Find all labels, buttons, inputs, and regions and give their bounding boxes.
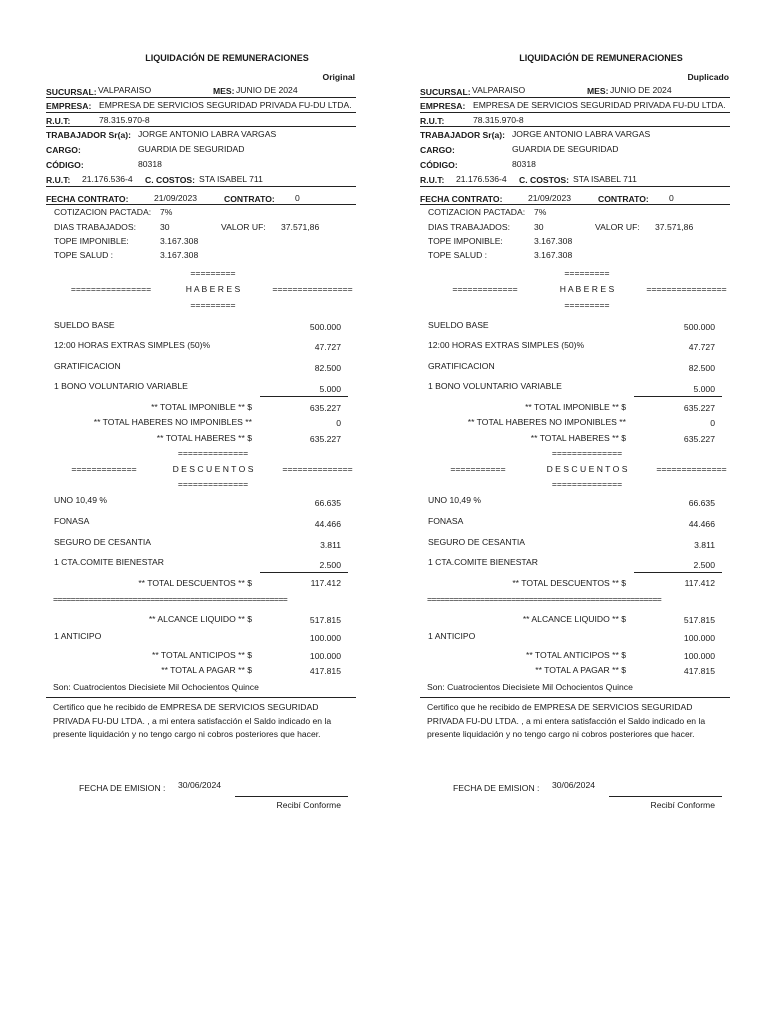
total-imponible-value: 635.227 (309, 403, 341, 413)
total-a-pagar-value: 417.815 (683, 666, 715, 676)
costos-label: C. COSTOS: (519, 175, 569, 185)
fecha-emision-value: 30/06/2024 (178, 780, 222, 790)
document-title: LIQUIDACIÓN DE REMUNERACIONES (519, 53, 683, 63)
haberes-rule-left: ============= (452, 284, 518, 294)
mes-value: JUNIO DE 2024 (236, 85, 298, 95)
trabajador-label: TRABAJADOR Sr(a): (46, 130, 131, 140)
uf-label: VALOR UF: (595, 222, 640, 232)
haberes-item-value: 47.727 (688, 342, 715, 352)
tope-salud-value: 3.167.308 (534, 250, 573, 260)
descuentos-item-label: SEGURO DE CESANTIA (428, 537, 525, 547)
alcance-liquido-label: ** ALCANCE LIQUIDO ** $ (522, 614, 626, 624)
tope-imponible-label: TOPE IMPONIBLE: (428, 236, 503, 246)
haberes-rule-bottom: ========= (190, 300, 236, 310)
divider (46, 112, 356, 113)
tope-imponible-value: 3.167.308 (534, 236, 573, 246)
descuentos-rule-left: =========== (450, 464, 506, 474)
recibi-conforme: Recibí Conforme (650, 800, 715, 810)
codigo-label: CÓDIGO: (46, 160, 84, 170)
certificacion-text: Certifico que he recibido de EMPRESA DE SERVICIOS SEGURIDAD PRIVADA FU-DU LTDA. , a mi entera satisfacción el Saldo indicado en la presente liquidación y no tengo cargo ni cobros posteriores que hacer. (53, 702, 332, 739)
total-descuentos-value: 117.412 (684, 578, 715, 588)
codigo-value: 80318 (512, 159, 536, 169)
descuentos-rule-top: ============== (551, 448, 623, 458)
costos-value: STA ISABEL 711 (573, 174, 637, 184)
rut-trabajador-label: R.U.T: (46, 175, 71, 185)
total-a-pagar-value: 417.815 (309, 666, 341, 676)
rut-empresa-label: R.U.T: (420, 116, 445, 126)
descuentos-rule-right: ============== (282, 464, 353, 474)
haberes-rule-top: ========= (190, 268, 236, 278)
empresa-label: EMPRESA: (46, 101, 92, 111)
rut-empresa-value: 78.315.970-8 (99, 115, 150, 125)
descuentos-rule-right: ============== (656, 464, 727, 474)
cargo-label: CARGO: (420, 145, 455, 155)
fecha-emision-label: FECHA DE EMISION : (453, 783, 540, 793)
cotizacion-value: 7% (534, 207, 547, 217)
descuentos-item-label: UNO 10,49 % (54, 495, 108, 505)
descuentos-item-label: FONASA (54, 516, 90, 526)
total-haberes-value: 635.227 (309, 434, 341, 444)
cargo-label: CARGO: (46, 145, 81, 155)
total-a-pagar-label: ** TOTAL A PAGAR ** $ (535, 665, 626, 675)
cotizacion-label: COTIZACION PACTADA: (54, 207, 152, 217)
divider (46, 186, 356, 187)
total-descuentos-label: ** TOTAL DESCUENTOS ** $ (512, 578, 626, 588)
rut-trabajador-value: 21.176.536-4 (456, 174, 507, 184)
divider (46, 204, 356, 205)
divider (46, 126, 356, 127)
total-imponible-label: ** TOTAL IMPONIBLE ** $ (525, 402, 626, 412)
descuentos-rule-bottom: ============== (177, 479, 249, 489)
divider (420, 697, 730, 698)
haberes-rule-left: ================ (70, 284, 152, 294)
haberes-rule-bottom: ========= (564, 300, 610, 310)
total-a-pagar-label: ** TOTAL A PAGAR ** $ (161, 665, 252, 675)
tope-salud-label: TOPE SALUD : (428, 250, 488, 260)
descuentos-item-value: 66.635 (688, 498, 715, 508)
descuentos-rule-left: ============= (71, 464, 137, 474)
certificacion-text: Certifico que he recibido de EMPRESA DE SERVICIOS SEGURIDAD PRIVADA FU-DU LTDA. , a mi entera satisfacción el Saldo indicado en la presente liquidación y no tengo cargo ni cobros posteriores que hacer. (427, 702, 706, 739)
costos-label: C. COSTOS: (145, 175, 195, 185)
total-haberes-label: ** TOTAL HABERES ** $ (156, 433, 252, 443)
descuentos-item-value: 3.811 (320, 540, 341, 550)
empresa-value: EMPRESA DE SERVICIOS SEGURIDAD PRIVADA FU-DU LTDA. (473, 100, 726, 110)
divider (46, 97, 356, 98)
dias-label: DIAS TRABAJADOS: (428, 222, 510, 232)
subtotal-line (260, 396, 348, 397)
cargo-value: GUARDIA DE SEGURIDAD (512, 144, 619, 154)
fecha-emision-value: 30/06/2024 (552, 780, 596, 790)
fecha-contrato-value: 21/09/2023 (528, 193, 572, 203)
fecha-contrato-label: FECHA CONTRATO: (46, 194, 129, 204)
anticipo-value: 100.000 (683, 633, 715, 643)
total-anticipos-label: ** TOTAL ANTICIPOS ** $ (526, 650, 626, 660)
haberes-item-label: 1 BONO VOLUNTARIO VARIABLE (54, 381, 188, 391)
monto-en-palabras: Son: Cuatrocientos Diecisiete Mil Ochocientos Quince (427, 682, 633, 692)
costos-value: STA ISABEL 711 (199, 174, 263, 184)
document-title: LIQUIDACIÓN DE REMUNERACIONES (145, 53, 309, 63)
cotizacion-label: COTIZACION PACTADA: (428, 207, 526, 217)
haberes-rule-right: ================ (272, 284, 353, 294)
haberes-item-label: 1 BONO VOLUNTARIO VARIABLE (428, 381, 562, 391)
total-imponible-value: 635.227 (683, 403, 715, 413)
tope-imponible-value: 3.167.308 (160, 236, 199, 246)
haberes-item-label: SUELDO BASE (54, 320, 115, 330)
trabajador-label: TRABAJADOR Sr(a): (420, 130, 505, 140)
copy-label: Original (322, 72, 355, 82)
signature-line (235, 796, 348, 797)
contrato-label: CONTRATO: (598, 194, 649, 204)
descuentos-item-label: FONASA (428, 516, 464, 526)
sucursal-value: VALPARAISO (472, 85, 526, 95)
haberes-title: H A B E R E S (185, 284, 241, 294)
fecha-contrato-label: FECHA CONTRATO: (420, 194, 503, 204)
divider (420, 186, 730, 187)
trabajador-value: JORGE ANTONIO LABRA VARGAS (138, 129, 277, 139)
liquidacion-duplicado (374, 0, 758, 1024)
divider (46, 697, 356, 698)
haberes-rule-right: ================ (646, 284, 727, 294)
haberes-item-value: 5.000 (693, 384, 715, 394)
descuentos-item-label: 1 CTA.COMITE BIENESTAR (428, 557, 538, 567)
subtotal-line (260, 572, 348, 573)
descuentos-item-label: 1 CTA.COMITE BIENESTAR (54, 557, 164, 567)
dias-value: 30 (160, 222, 170, 232)
descuentos-item-value: 2.500 (319, 560, 341, 570)
haberes-item-label: SUELDO BASE (428, 320, 489, 330)
haberes-title: H A B E R E S (559, 284, 615, 294)
rut-empresa-value: 78.315.970-8 (473, 115, 524, 125)
total-no-imponibles-value: 0 (710, 418, 715, 428)
dias-value: 30 (534, 222, 544, 232)
codigo-label: CÓDIGO: (420, 160, 458, 170)
total-imponible-label: ** TOTAL IMPONIBLE ** $ (151, 402, 252, 412)
rut-trabajador-value: 21.176.536-4 (82, 174, 133, 184)
total-no-imponibles-label: ** TOTAL HABERES NO IMPONIBLES ** (93, 417, 252, 427)
haberes-item-label: GRATIFICACION (54, 361, 121, 371)
subtotal-line (634, 572, 722, 573)
uf-value: 37.571,86 (281, 222, 320, 232)
total-anticipos-value: 100.000 (309, 651, 341, 661)
haberes-rule-top: ========= (564, 268, 610, 278)
descuentos-item-label: UNO 10,49 % (428, 495, 482, 505)
haberes-item-value: 500.000 (683, 322, 715, 332)
alcance-liquido-value: 517.815 (683, 615, 715, 625)
signature-line (609, 796, 722, 797)
haberes-item-label: 12:00 HORAS EXTRAS SIMPLES (50)% (428, 340, 585, 350)
haberes-item-label: GRATIFICACION (428, 361, 495, 371)
descuentos-item-value: 44.466 (314, 519, 341, 529)
trabajador-value: JORGE ANTONIO LABRA VARGAS (512, 129, 651, 139)
tope-salud-value: 3.167.308 (160, 250, 199, 260)
mes-label: MES: (213, 86, 235, 96)
anticipo-value: 100.000 (309, 633, 341, 643)
descuentos-rule-bottom: ============== (551, 479, 623, 489)
uf-value: 37.571,86 (655, 222, 694, 232)
fecha-contrato-value: 21/09/2023 (154, 193, 198, 203)
descuentos-item-value: 66.635 (314, 498, 341, 508)
contrato-value: 0 (295, 193, 300, 203)
divider (420, 204, 730, 205)
descuentos-title: D E S C U E N T O S (172, 464, 254, 474)
haberes-item-value: 500.000 (309, 322, 341, 332)
divider (420, 97, 730, 98)
total-anticipos-label: ** TOTAL ANTICIPOS ** $ (152, 650, 252, 660)
descuentos-rule-top: ============== (177, 448, 249, 458)
recibi-conforme: Recibí Conforme (276, 800, 341, 810)
total-anticipos-value: 100.000 (683, 651, 715, 661)
mes-label: MES: (587, 86, 609, 96)
empresa-value: EMPRESA DE SERVICIOS SEGURIDAD PRIVADA FU-DU LTDA. (99, 100, 352, 110)
total-no-imponibles-value: 0 (336, 418, 341, 428)
haberes-item-value: 5.000 (319, 384, 341, 394)
total-descuentos-value: 117.412 (310, 578, 341, 588)
total-haberes-value: 635.227 (683, 434, 715, 444)
divider (420, 112, 730, 113)
dias-label: DIAS TRABAJADOS: (54, 222, 136, 232)
haberes-item-value: 82.500 (688, 363, 715, 373)
monto-en-palabras: Son: Cuatrocientos Diecisiete Mil Ochocientos Quince (53, 682, 259, 692)
divider (420, 126, 730, 127)
long-rule: ===================================================== (427, 594, 662, 604)
alcance-liquido-label: ** ALCANCE LIQUIDO ** $ (148, 614, 252, 624)
descuentos-item-value: 3.811 (694, 540, 715, 550)
anticipo-label: 1 ANTICIPO (428, 631, 476, 641)
haberes-item-label: 12:00 HORAS EXTRAS SIMPLES (50)% (54, 340, 211, 350)
empresa-label: EMPRESA: (420, 101, 466, 111)
uf-label: VALOR UF: (221, 222, 266, 232)
descuentos-title: D E S C U E N T O S (546, 464, 628, 474)
codigo-value: 80318 (138, 159, 162, 169)
cargo-value: GUARDIA DE SEGURIDAD (138, 144, 245, 154)
rut-empresa-label: R.U.T: (46, 116, 71, 126)
tope-salud-label: TOPE SALUD : (54, 250, 114, 260)
descuentos-item-value: 44.466 (688, 519, 715, 529)
contrato-value: 0 (669, 193, 674, 203)
sucursal-label: SUCURSAL: (46, 87, 97, 97)
sucursal-label: SUCURSAL: (420, 87, 471, 97)
cotizacion-value: 7% (160, 207, 173, 217)
total-haberes-label: ** TOTAL HABERES ** $ (530, 433, 626, 443)
total-descuentos-label: ** TOTAL DESCUENTOS ** $ (138, 578, 252, 588)
long-rule: ===================================================== (53, 594, 288, 604)
anticipo-label: 1 ANTICIPO (54, 631, 102, 641)
alcance-liquido-value: 517.815 (309, 615, 341, 625)
mes-value: JUNIO DE 2024 (610, 85, 672, 95)
subtotal-line (634, 396, 722, 397)
haberes-item-value: 47.727 (314, 342, 341, 352)
copy-label: Duplicado (687, 72, 729, 82)
contrato-label: CONTRATO: (224, 194, 275, 204)
descuentos-item-value: 2.500 (693, 560, 715, 570)
fecha-emision-label: FECHA DE EMISION : (79, 783, 166, 793)
rut-trabajador-label: R.U.T: (420, 175, 445, 185)
haberes-item-value: 82.500 (314, 363, 341, 373)
tope-imponible-label: TOPE IMPONIBLE: (54, 236, 129, 246)
descuentos-item-label: SEGURO DE CESANTIA (54, 537, 151, 547)
total-no-imponibles-label: ** TOTAL HABERES NO IMPONIBLES ** (467, 417, 626, 427)
sucursal-value: VALPARAISO (98, 85, 152, 95)
